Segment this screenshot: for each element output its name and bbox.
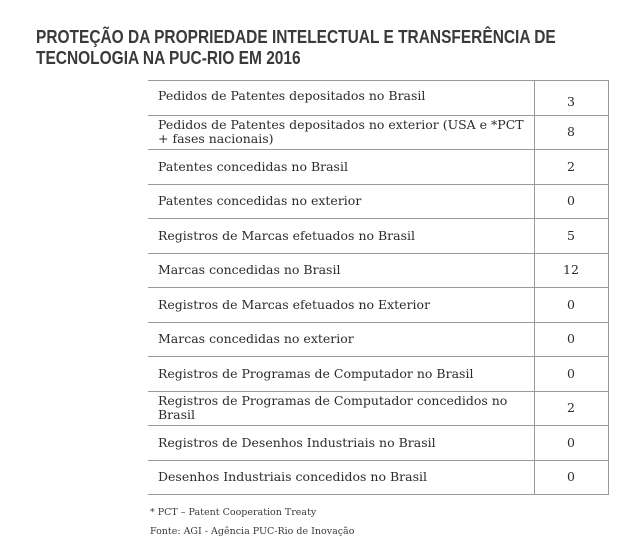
row-value: 2 — [534, 150, 608, 185]
row-value: 0 — [534, 184, 608, 219]
row-value: 12 — [534, 253, 608, 288]
row-label: Pedidos de Patentes depositados no Brasil — [148, 81, 534, 116]
table-row — [148, 115, 608, 150]
row-label: Patentes concedidas no Brasil — [148, 150, 534, 185]
row-label: Marcas concedidas no exterior — [148, 322, 534, 357]
row-value: 0 — [534, 357, 608, 392]
page-title — [36, 27, 556, 69]
table-row — [148, 322, 608, 357]
row-label: Registros de Marcas efetuados no Brasil — [148, 219, 534, 254]
row-label: Patentes concedidas no exterior — [148, 184, 534, 219]
row-label: Registros de Programas de Computador concedidos no Brasil — [148, 391, 534, 426]
row-label: Registros de Desenhos Industriais no Brasil — [148, 426, 534, 461]
table-row — [148, 426, 608, 461]
source-footnote: Fonte: AGI - Agência PUC-Rio de Inovação — [150, 526, 355, 537]
row-value: 8 — [534, 115, 608, 150]
footnotes — [150, 503, 354, 541]
row-value: 2 — [534, 391, 608, 426]
title-line-1: PROTEÇÃO DA PROPRIEDADE INTELECTUAL E TRANSFERÊNCIA DE — [36, 27, 556, 47]
title-line-2: TECNOLOGIA NA PUC-RIO EM 2016 — [36, 48, 301, 68]
table-row — [148, 81, 608, 116]
row-value: 0 — [534, 288, 608, 323]
table-row — [148, 460, 608, 495]
table-row — [148, 391, 608, 426]
row-value: 3 — [534, 81, 608, 116]
table-row — [148, 150, 608, 185]
row-label: Registros de Programas de Computador no Brasil — [148, 357, 534, 392]
data-table — [148, 80, 609, 495]
table-row — [148, 184, 608, 219]
pct-footnote: * PCT – Patent Cooperation Treaty — [150, 507, 317, 518]
row-value: 0 — [534, 460, 608, 495]
table-row — [148, 253, 608, 288]
table-row — [148, 219, 608, 254]
table-row — [148, 357, 608, 392]
row-value: 0 — [534, 322, 608, 357]
row-label: Pedidos de Patentes depositados no exterior (USA e *PCT + fases nacionais) — [148, 115, 534, 150]
row-value: 0 — [534, 426, 608, 461]
table-row — [148, 288, 608, 323]
row-label: Desenhos Industriais concedidos no Brasil — [148, 460, 534, 495]
row-value: 5 — [534, 219, 608, 254]
row-label: Marcas concedidas no Brasil — [148, 253, 534, 288]
row-label: Registros de Marcas efetuados no Exterior — [148, 288, 534, 323]
